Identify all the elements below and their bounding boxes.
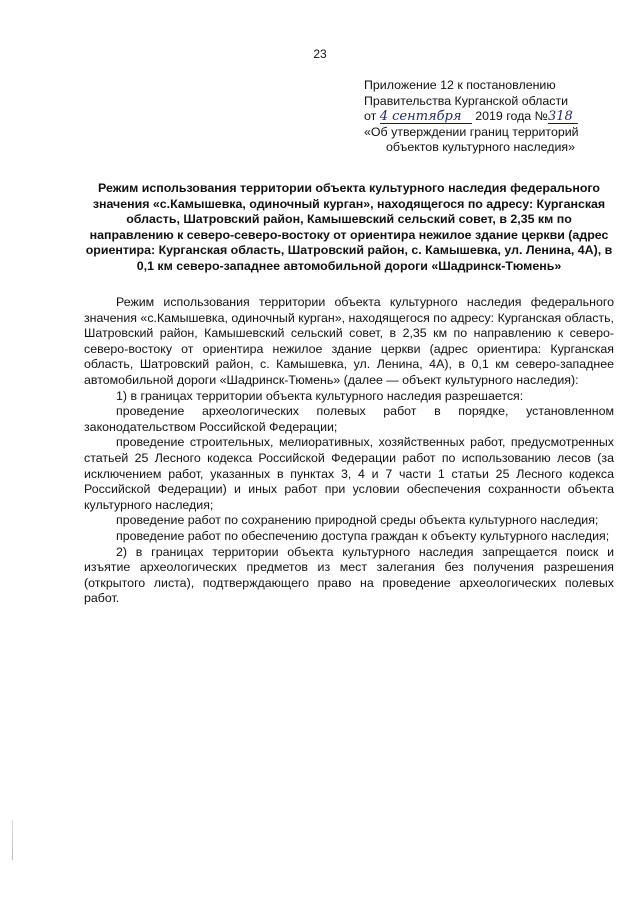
appendix-year: 2019 года № [475, 109, 548, 123]
handwritten-date [380, 110, 472, 124]
handwritten-number [548, 110, 578, 124]
scan-edge-mark [12, 820, 13, 860]
appendix-header [364, 78, 624, 156]
appendix-line-3 [364, 109, 624, 125]
handwritten-number-text: 318 [547, 109, 573, 124]
appendix-date-prefix: от [364, 109, 377, 123]
paragraph: проведение работ по сохранению природной среды объекта культурного наследия; [116, 513, 599, 528]
document-body [84, 295, 614, 607]
page-number: 23 [313, 47, 327, 61]
paragraph: проведение археологических полевых работ в порядке, установленном законодательством Российской Федерации; [84, 404, 614, 434]
paragraph: 1) в границах территории объекта культурного наследия разрешается: [116, 388, 524, 403]
document-title: Режим использования территории объекта культурного наследия федерального значения «с.Камышевка, одиночный курган», находящегося по адресу: Курганская область, Шатровский район, Камышевский сельский совет, в 2,35 км по направлению к северо-северо-востоку от ориентира нежилое здание церкви (адрес ориентира: Курганская область, Шатровский район, с. Камышевка, ул. Ленина, 4А), в 0,1 км северо-западнее автомобильной дороги «Шадринск-Тюмень» [85, 181, 613, 273]
handwritten-date-text: 4 сентября [379, 109, 462, 124]
paragraph: Режим использования территории объекта культурного наследия федерального значения «с.Камышевка, одиночный курган», находящегося по адресу: Курганская область, Шатровский район, Камышевский сельский совет, в 2,35 км по направлению к северо-северо-востоку от ориентира нежилое здание церкви (адрес ориентира: Курганская область, Шатровский район, с. Камышевка, ул. Ленина, 4А), в 0,1 км северо-западнее автомобильной дороги «Шадринск-Тюмень» (далее — объект культурного наследия): [84, 295, 614, 387]
paragraph: проведение работ по обеспечению доступа граждан к объекту культурного наследия; [116, 528, 610, 543]
appendix-line-4: «Об утверждении границ территорий [364, 124, 579, 139]
appendix-line-1: Приложение 12 к постановлению [364, 78, 556, 92]
paragraph: 2) в границах территории объекта культурного наследия запрещается поиск и изъятие археологических предметов из мест залегания без получения разрешения (открытого листа), подтверждающего право на проведение археологических полевых работ. [84, 544, 614, 606]
paragraph: проведение строительных, мелиоративных, хозяйственных работ, предусмотренных статьей 25 Лесного кодекса Российской Федерации работ по использованию лесов (за исключением работ, указанных в пунктах 3, 4 и 7 части 1 статьи 25 Лесного кодекса Российской Федерации) и иных работ при условии обеспечения сохранности объекта культурного наследия; [84, 435, 614, 512]
appendix-line-5: объектов культурного наследия» [386, 140, 576, 154]
appendix-line-2: Правительства Курганской области [364, 93, 569, 108]
